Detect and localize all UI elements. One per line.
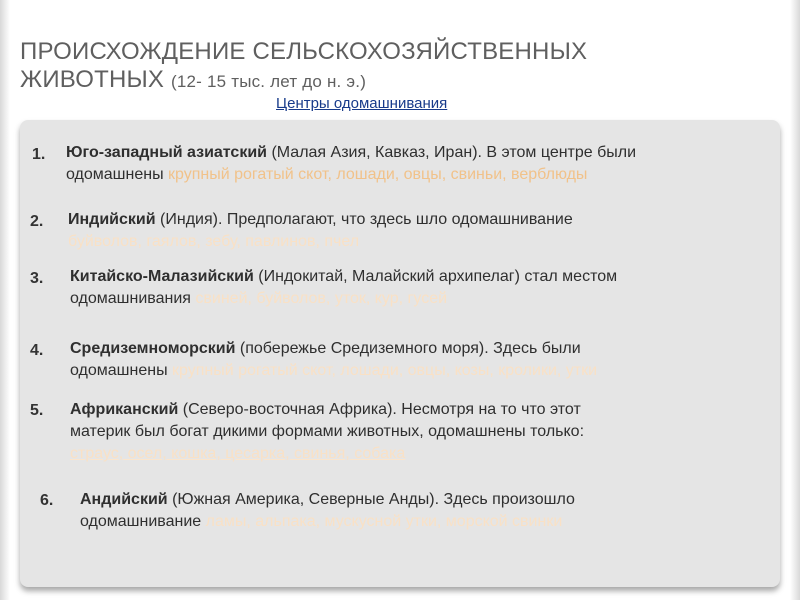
list-item-6-line-1: [80, 489, 770, 511]
list-item-5: [70, 399, 770, 465]
list-item-2: [68, 209, 770, 253]
animals-list-2: буйволов, гаялов, зебу, павлинов, пчел: [68, 233, 360, 250]
list-item-3-line-1: [70, 266, 770, 288]
slide-title: [20, 38, 780, 96]
center-text-4b: одомашнены: [70, 362, 173, 379]
item-number-3: 3.: [30, 270, 44, 287]
center-name-4: Средиземноморский: [70, 340, 236, 357]
item-number-2: 2.: [30, 213, 44, 230]
list-item-6: [80, 489, 770, 533]
animals-list-3: свиней, буйволов, уток, кур, гусей: [195, 290, 448, 307]
animals-list-6: ламы, альпака, мускусной утки, морской свинки: [205, 513, 563, 530]
center-name-1: Юго-западный азиатский: [66, 144, 268, 161]
center-text-4: (побережье Средиземного моря). Здесь были: [235, 340, 581, 357]
animals-list-1: крупный рогатый скот, лошади, овцы, свиньи, верблюды: [168, 166, 588, 183]
center-text-1b: одомашнены: [66, 166, 169, 183]
center-name-6: Андийский: [80, 491, 168, 508]
center-text-2: (Индия). Предполагают, что здесь шло одомашнивание: [155, 211, 573, 228]
list-item-2-line-2: [68, 231, 770, 253]
center-text-3b: одомашнивания: [70, 290, 196, 307]
list-item-1-line-2: [66, 164, 770, 186]
title-line-2-main: ЖИВОТНЫХ: [20, 66, 165, 93]
list-item-5-line-3: [70, 443, 770, 465]
center-name-5: Африканский: [70, 401, 179, 418]
center-text-3: (Индокитай, Малайский архипелаг) стал местом: [253, 268, 618, 285]
title-period: (12- 15 тыс. лет до н. э.): [171, 72, 367, 91]
list-item-3: [70, 266, 770, 310]
animals-list-4: крупный рогатый скот, лошади, овцы, козы, кролики, утки: [172, 362, 598, 379]
list-item-2-line-1: [68, 209, 770, 231]
animals-list-5: страус, осел, кошка, цесарка, свинья, собака: [70, 445, 406, 462]
list-item-1-line-1: [66, 142, 770, 164]
center-name-3: Китайско-Малазийский: [70, 268, 254, 285]
title-line-2: [20, 66, 780, 96]
item-number-4: 4.: [30, 342, 44, 359]
subheading-domestication-centers: Центры одомашнивания: [276, 95, 448, 112]
list-item-4-line-2: [70, 360, 770, 382]
item-number-6: 6.: [40, 492, 54, 509]
title-line-1: ПРОИСХОЖДЕНИЕ СЕЛЬСКОХОЗЯЙСТВЕННЫХ: [20, 38, 588, 65]
center-text-1: (Малая Азия, Кавказ, Иран). В этом центре были: [267, 144, 637, 161]
list-item-4-line-1: [70, 338, 770, 360]
list-item-5-line-2: материк был богат дикими формами животных, одомашнены только:: [70, 423, 585, 440]
list-item-4: [70, 338, 770, 382]
list-item-5-line-1: [70, 399, 770, 421]
center-name-2: Индийский: [68, 211, 156, 228]
item-number-5: 5.: [30, 402, 44, 419]
item-number-1: 1.: [32, 146, 46, 163]
list-item-1: [66, 142, 770, 186]
center-text-6b: одомашнивание: [80, 513, 206, 530]
center-text-5: (Северо-восточная Африка). Несмотря на то что этот: [178, 401, 581, 418]
list-item-3-line-2: [70, 288, 770, 310]
list-item-6-line-2: [80, 511, 770, 533]
center-text-6: (Южная Америка, Северные Анды). Здесь произошло: [167, 491, 575, 508]
